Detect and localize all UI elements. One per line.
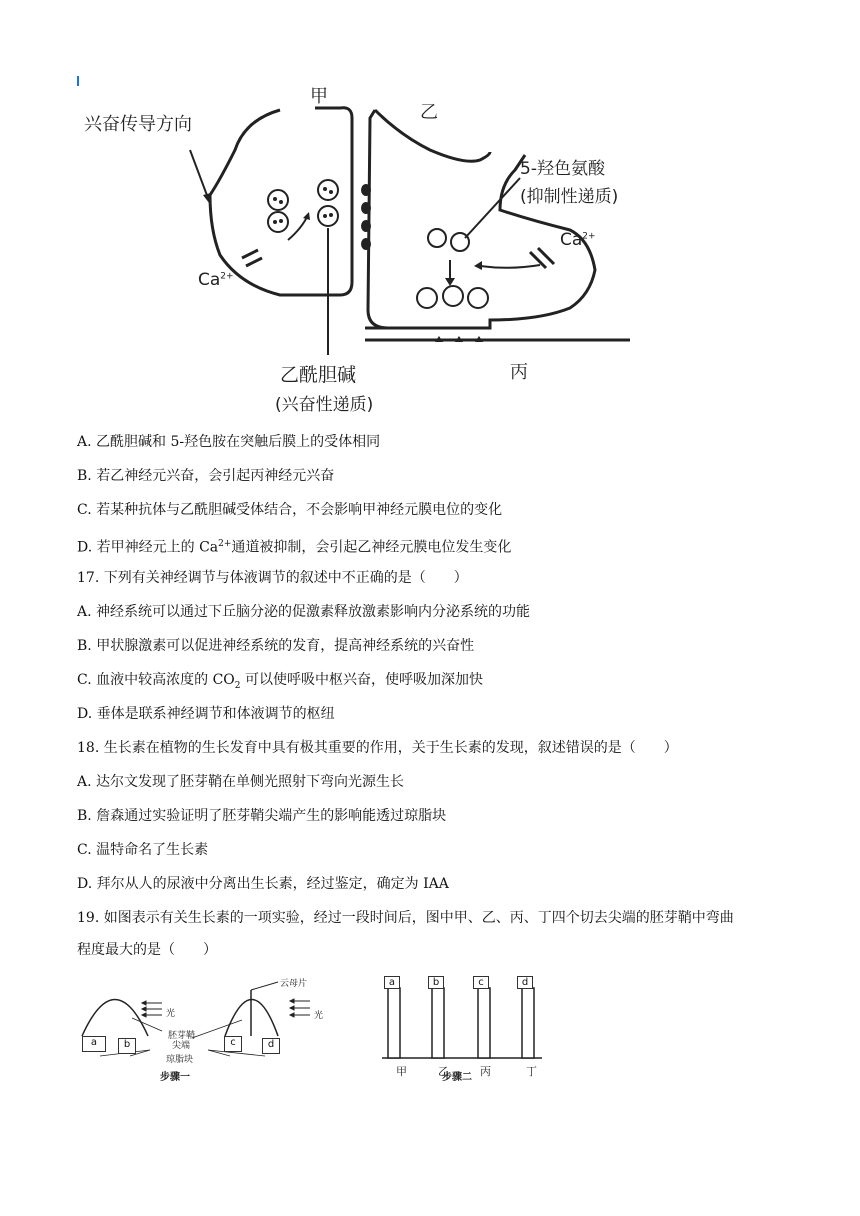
q17-option-b: B. 甲状腺激素可以促进神经系统的发育，提高神经系统的兴奋性 <box>77 638 475 654</box>
q18-option-c: C. 温特命名了生长素 <box>77 842 209 858</box>
agar-block-a: a <box>82 1036 106 1052</box>
q19-stem-line2: 程度最大的是（ ） <box>77 942 217 958</box>
label-excitatory-transmitter: (兴奋性递质) <box>275 395 374 415</box>
q16-option-c: C. 若某种抗体与乙酰胆碱受体结合，不会影响甲神经元膜电位的变化 <box>77 502 503 518</box>
label-step-1: 步骤一 <box>160 1072 190 1083</box>
label-mica: 云母片 <box>280 979 308 989</box>
q19-stem-line1: 19. 如图表示有关生长素的一项实验，经过一段时间后，图中甲、乙、丙、丁四个切去尖端的胚芽鞘中弯曲 <box>77 910 734 926</box>
q18-option-a: A. 达尔文发现了胚芽鞘在单侧光照射下弯向光源生长 <box>77 774 405 790</box>
label-inhibitory-transmitter: (抑制性递质) <box>520 187 619 207</box>
label-agar: 琼脂块 <box>166 1055 194 1065</box>
step2-block-d: d <box>517 976 533 989</box>
auxin-drawing <box>70 968 590 1078</box>
label-col-ding: 丁 <box>526 1065 537 1078</box>
label-5ht: 5-羟色氨酸 <box>520 159 605 179</box>
label-col-jia: 甲 <box>396 1065 407 1078</box>
label-coleoptile-tip-1: 胚芽鞘 <box>168 1031 196 1041</box>
q17-stem: 17. 下列有关神经调节与体液调节的叙述中不正确的是（ ） <box>77 570 468 586</box>
label-light-2: 光 <box>314 1011 324 1021</box>
label-conduction-direction: 兴奋传导方向 <box>84 114 192 135</box>
q16-option-d: D. 若甲神经元上的 $Ca^{2+}$通道被抑制，会引起乙神经元膜电位发生变化 <box>77 539 512 556</box>
q17-option-c: C. 血液中较高浓度的 $CO_2$ 可以使呼吸中枢兴奋，使呼吸加深加快 <box>77 672 483 691</box>
q16-option-a: A. 乙酰胆碱和 5-羟色胺在突触后膜上的受体相同 <box>77 434 381 450</box>
label-calcium-left: $Ca^{2+}$ <box>198 270 234 290</box>
auxin-experiment-diagram <box>70 968 590 1083</box>
step2-block-a: a <box>384 976 400 989</box>
label-col-yi: 乙 <box>438 1065 449 1078</box>
label-step-2: 步骤二 <box>442 1072 472 1083</box>
label-col-bing: 丙 <box>480 1065 491 1078</box>
label-neuron-yi: 乙 <box>420 102 438 123</box>
label-calcium-right: $Ca^{2+}$ <box>560 230 596 250</box>
agar-block-b: b <box>118 1038 136 1054</box>
q18-option-b: B. 詹森通过实验证明了胚芽鞘尖端产生的影响能透过琼脂块 <box>77 808 447 824</box>
q18-option-d: D. 拜尔从人的尿液中分离出生长素，经过鉴定，确定为 IAA <box>77 876 449 892</box>
label-neuron-bing: 丙 <box>510 362 528 383</box>
q17-option-a: A. 神经系统可以通过下丘脑分泌的促激素释放激素影响内分泌系统的功能 <box>77 604 531 620</box>
step2-block-b: b <box>428 976 444 989</box>
agar-block-d: d <box>262 1038 280 1054</box>
label-neuron-jia: 甲 <box>310 86 328 107</box>
q17-option-d: D. 垂体是联系神经调节和体液调节的枢纽 <box>77 706 335 722</box>
step2-block-c: c <box>473 976 489 989</box>
label-coleoptile-tip-2: 尖端 <box>172 1041 191 1051</box>
label-acetylcholine: 乙酰胆碱 <box>280 364 357 386</box>
synapse-diagram <box>70 70 710 425</box>
agar-block-c: c <box>224 1036 242 1052</box>
label-light-1: 光 <box>166 1009 176 1019</box>
q18-stem: 18. 生长素在植物的生长发育中具有极其重要的作用，关于生长素的发现，叙述错误的是（ ） <box>77 740 678 756</box>
q16-option-b: B. 若乙神经元兴奋，会引起丙神经元兴奋 <box>77 468 335 484</box>
